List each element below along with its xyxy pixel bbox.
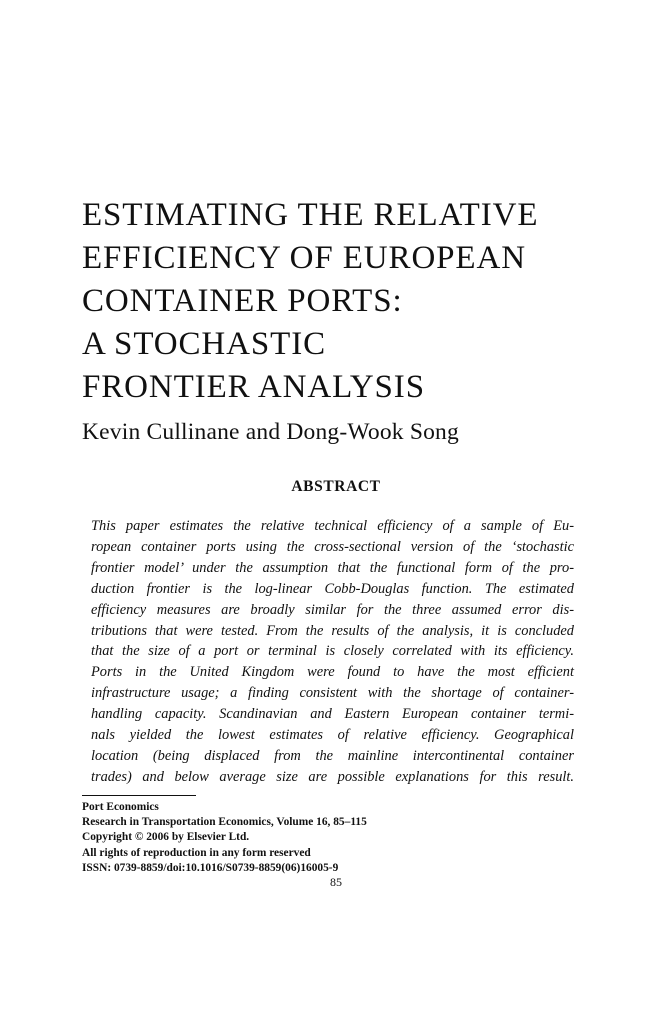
footer-copyright: Copyright © 2006 by Elsevier Ltd. bbox=[82, 831, 250, 844]
abstract-line: that the size of a port or terminal is closely correlated with its efficiency. bbox=[91, 643, 574, 660]
footer-journal: Research in Transportation Economics, Volume 16, 85–115 bbox=[82, 816, 367, 829]
footnote-rule bbox=[82, 795, 196, 796]
title-line: FRONTIER ANALYSIS bbox=[82, 369, 425, 405]
abstract-line: handling capacity. Scandinavian and Eastern European container termi- bbox=[91, 706, 574, 723]
footer-series: Port Economics bbox=[82, 801, 159, 813]
paper-title bbox=[82, 194, 538, 409]
abstract-heading: ABSTRACT bbox=[291, 478, 381, 495]
publication-footer bbox=[82, 800, 367, 876]
abstract-line: tributions that were tested. From the results of the analysis, it is concluded bbox=[91, 622, 574, 639]
abstract-line: Ports in the United Kingdom were found to have the most efficient bbox=[91, 664, 574, 681]
abstract-line: nals yielded the lowest estimates of relative efficiency. Geographical bbox=[91, 727, 574, 744]
authors: Kevin Cullinane and Dong-Wook Song bbox=[82, 419, 459, 445]
abstract-line: duction frontier is the log-linear Cobb-Douglas function. The estimated bbox=[91, 580, 574, 597]
footer-rights: All rights of reproduction in any form reserved bbox=[82, 846, 311, 859]
abstract-line: frontier model’ under the assumption that the functional form of the pro- bbox=[91, 559, 574, 576]
title-line: ESTIMATING THE RELATIVE bbox=[82, 197, 539, 233]
abstract-line: ropean container ports using the cross-sectional version of the ‘stochastic bbox=[91, 538, 574, 555]
abstract-line: infrastructure usage; a finding consistent with the shortage of container- bbox=[91, 685, 574, 702]
title-line: EFFICIENCY OF EUROPEAN bbox=[82, 240, 526, 276]
title-line: CONTAINER PORTS: bbox=[82, 283, 403, 319]
footer-issn: ISSN: 0739-8859/doi:10.1016/S0739-8859(06)16005-9 bbox=[82, 861, 339, 874]
page-number: 85 bbox=[330, 875, 342, 889]
abstract-line: trades) and below average size are possible explanations for this result. bbox=[91, 768, 574, 785]
abstract-line: efficiency measures are broadly similar for the three assumed error dis- bbox=[91, 601, 574, 618]
title-line: A STOCHASTIC bbox=[82, 326, 326, 362]
abstract-line: This paper estimates the relative technical efficiency of a sample of Eu- bbox=[91, 518, 574, 534]
abstract-body bbox=[91, 516, 574, 788]
abstract-line: location (being displaced from the mainline intercontinental container bbox=[91, 747, 574, 764]
